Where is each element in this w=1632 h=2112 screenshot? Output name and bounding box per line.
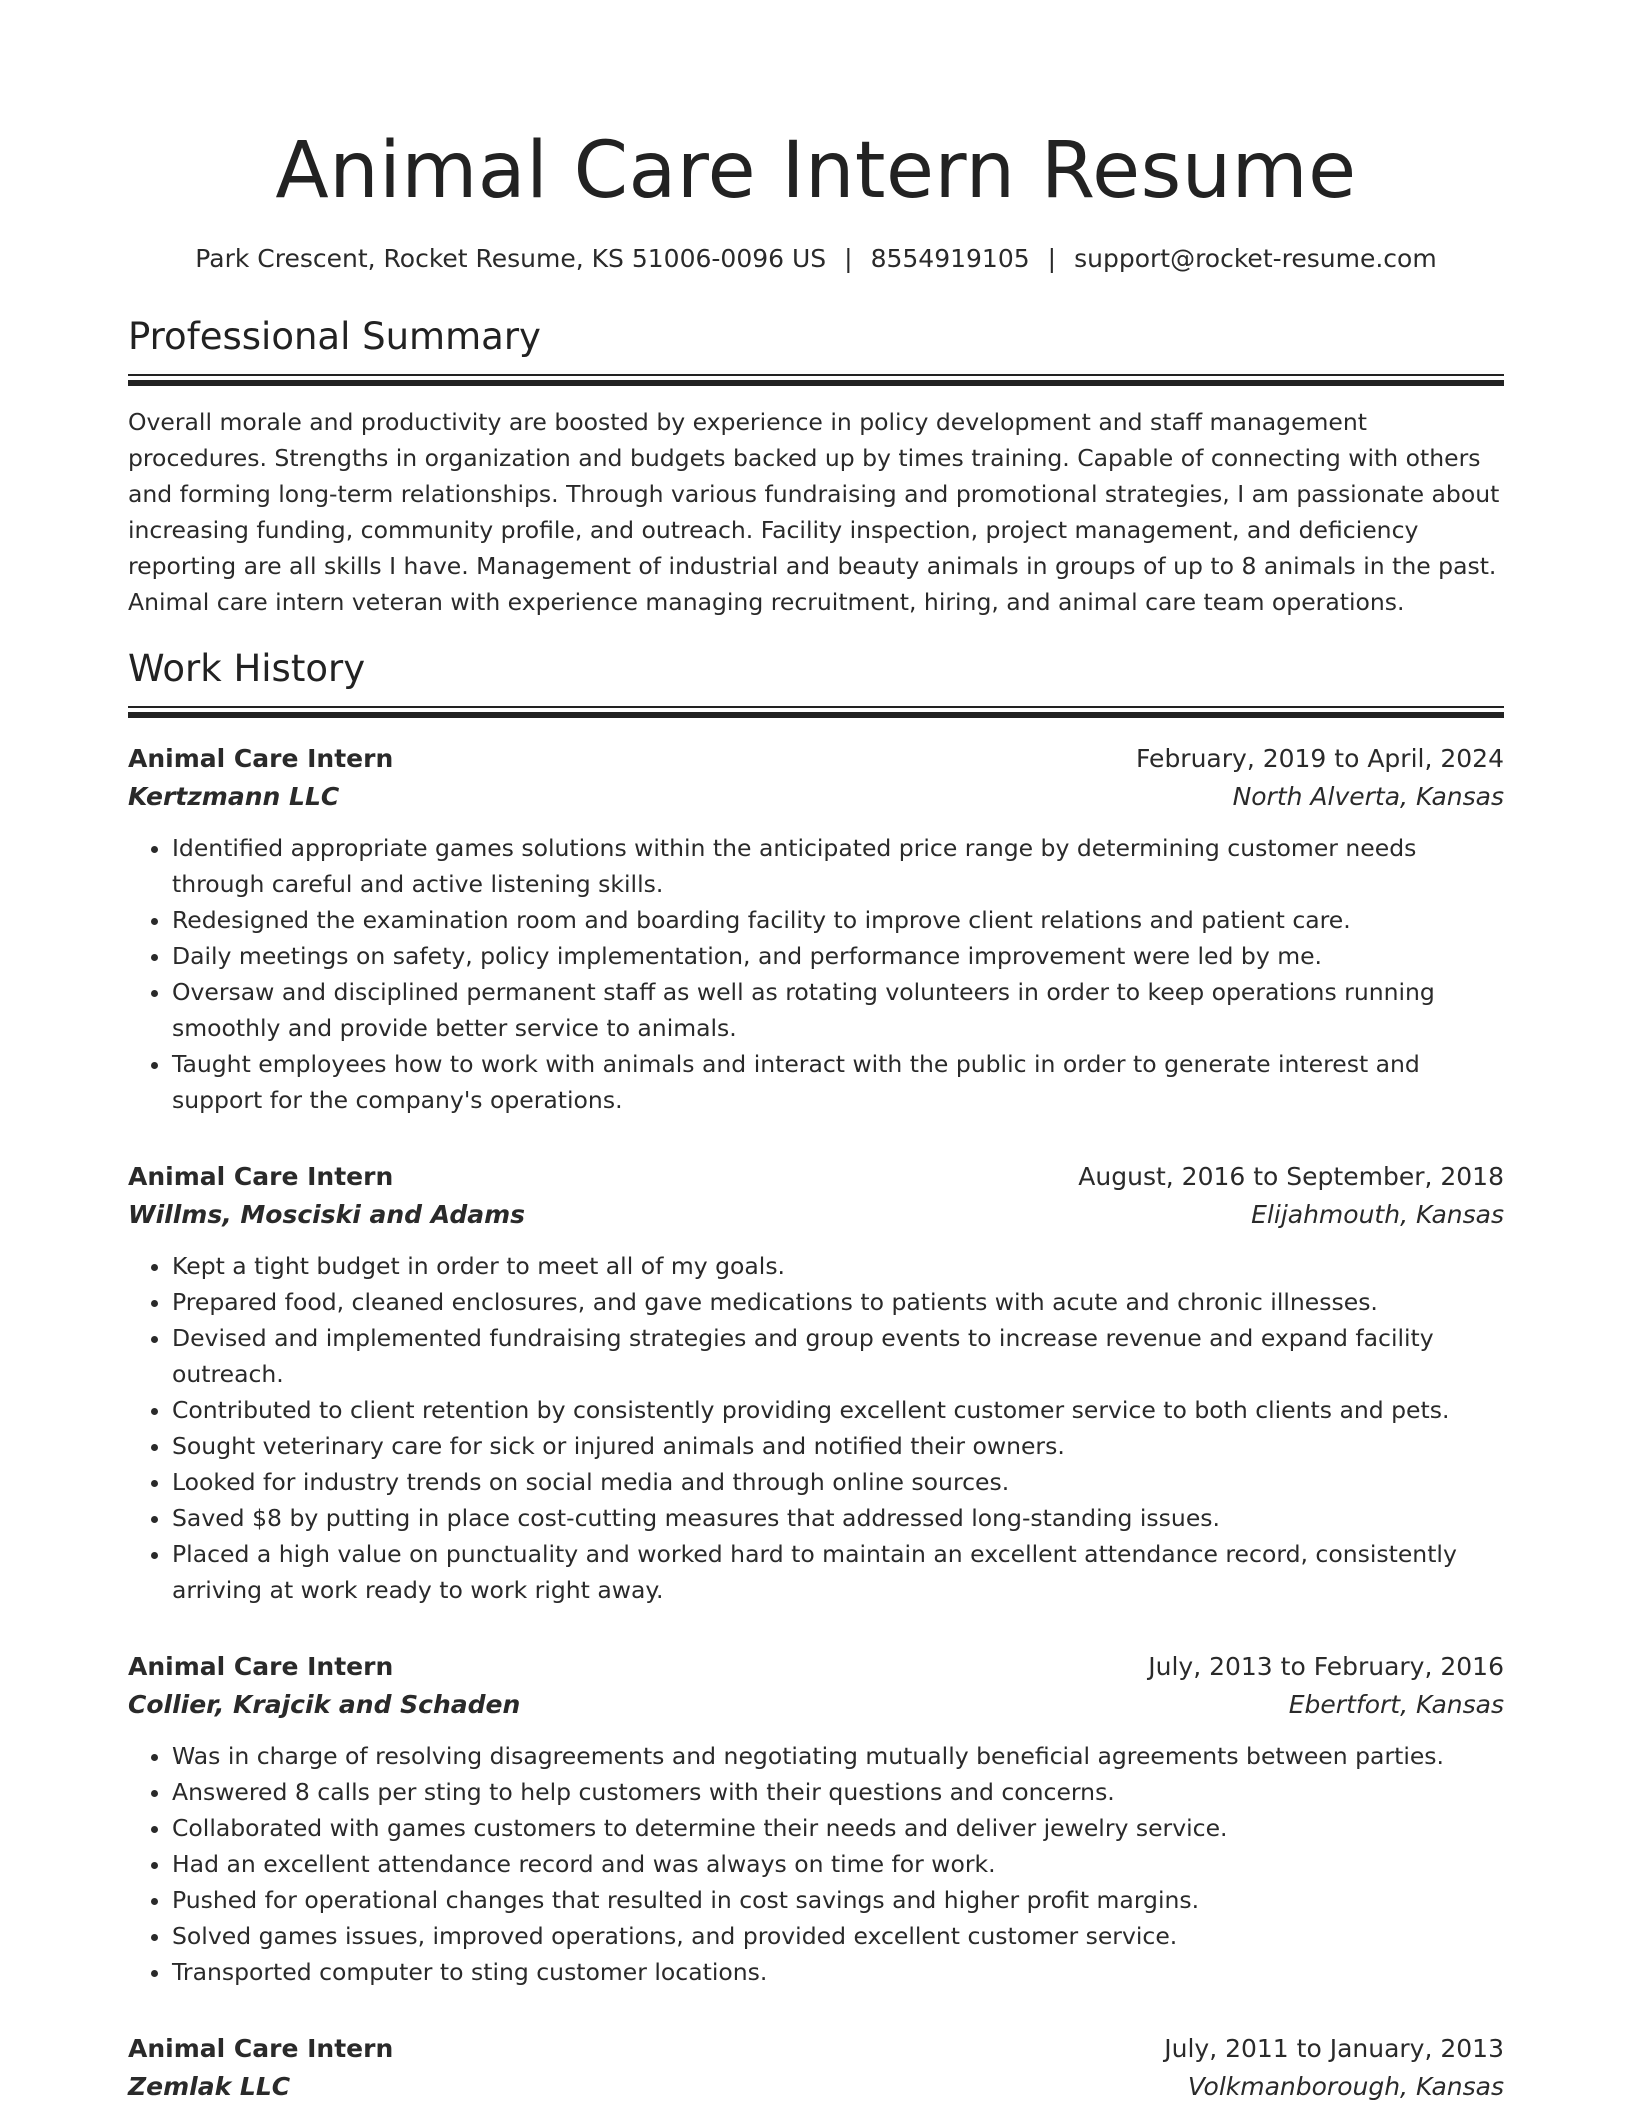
job-location: North Alverta, Kansas [1232, 782, 1504, 811]
job-company: Zemlak LLC [128, 2072, 291, 2101]
job-dates: August, 2016 to September, 2018 [1078, 1162, 1504, 1191]
job-bullet: • Devised and implemented fundraising strategies and group events to increase revenue and expand facility outreach. [172, 1320, 1504, 1392]
job-bullet: • Redesigned the examination room and boarding facility to improve client relations and patient care. [172, 902, 1504, 938]
job-bullet: • Looked for industry trends on social media and through online sources. [172, 1464, 1504, 1500]
job-bullet: • Kept a tight budget in order to meet all of my goals. [172, 1248, 1504, 1284]
job-subheader [128, 778, 1504, 816]
job-location: Ebertfort, Kansas [1288, 1690, 1504, 1719]
job-bullet: • Transported computer to sting customer locations. [172, 1954, 1504, 1990]
job-company: Kertzmann LLC [128, 782, 340, 811]
job-bullet: • Had an excellent attendance record and was always on time for work. [172, 1846, 1504, 1882]
resume-title: Animal Care Intern Resume [275, 126, 1357, 216]
job-bullet: • Sought veterinary care for sick or injured animals and notified their owners. [172, 1428, 1504, 1464]
contact-address: Park Crescent, Rocket Resume, KS 51006-0096 US [195, 244, 827, 273]
job-bullet: • Taught employees how to work with animals and interact with the public in order to generate interest and support for the company's operations. [172, 1046, 1504, 1118]
job-entry [128, 2030, 1504, 2106]
job-bullets [128, 1738, 1504, 1990]
job-entry [128, 1158, 1504, 1608]
job-company: Collier, Krajcik and Schaden [128, 1690, 521, 1719]
section-divider [128, 374, 1504, 386]
summary-text: Overall morale and productivity are boosted by experience in policy development and staff management procedures. Strengths in organization and budgets backed up by times training. Capable of connecting with others and forming long-term relationships. Through various fundraising and promotional strategies, I am passionate about increasing funding, community profile, and outreach. Facility inspection, project management, and deficiency reporting are all skills I have. Management of industrial and beauty animals in groups of up to 8 animals in the past. Animal care intern veteran with experience managing recruitment, hiring, and animal care team operations. [128, 408, 1500, 616]
job-subheader [128, 1686, 1504, 1724]
job-dates: July, 2011 to January, 2013 [1164, 2034, 1504, 2063]
job-entry [128, 1648, 1504, 1990]
job-bullets [128, 830, 1504, 1118]
job-title: Animal Care Intern [128, 2034, 394, 2063]
job-bullet: • Oversaw and disciplined permanent staff as well as rotating volunteers in order to keep operations running smoothly and provide better service to animals. [172, 974, 1504, 1046]
contact-separator: | [1047, 244, 1057, 273]
job-subheader [128, 2068, 1504, 2106]
section-heading-summary: Professional Summary [128, 315, 541, 358]
job-bullet: • Contributed to client retention by consistently providing excellent customer service to both clients and pets. [172, 1392, 1504, 1428]
job-dates: February, 2019 to April, 2024 [1136, 744, 1504, 773]
professional-summary-section [128, 314, 1504, 620]
section-divider [128, 706, 1504, 718]
work-history-section [128, 646, 1504, 2106]
job-bullet: • Solved games issues, improved operations, and provided excellent customer service. [172, 1918, 1504, 1954]
job-header [128, 1648, 1504, 1686]
job-bullet: • Placed a high value on punctuality and worked hard to maintain an excellent attendance record, consistently arriving at work ready to work right away. [172, 1536, 1504, 1608]
job-dates: July, 2013 to February, 2016 [1148, 1652, 1504, 1681]
job-title: Animal Care Intern [128, 1652, 394, 1681]
resume-page [128, 0, 1504, 2106]
job-header [128, 2030, 1504, 2068]
job-company: Willms, Mosciski and Adams [128, 1200, 526, 1229]
job-header [128, 740, 1504, 778]
section-heading-work: Work History [128, 647, 366, 690]
job-bullet: • Pushed for operational changes that resulted in cost savings and higher profit margins. [172, 1882, 1504, 1918]
job-title: Animal Care Intern [128, 744, 394, 773]
job-location: Elijahmouth, Kansas [1251, 1200, 1504, 1229]
contact-phone: 8554919105 [870, 244, 1030, 273]
job-title: Animal Care Intern [128, 1162, 394, 1191]
job-header [128, 1158, 1504, 1196]
job-location: Volkmanborough, Kansas [1187, 2072, 1504, 2101]
job-bullet: • Prepared food, cleaned enclosures, and gave medications to patients with acute and chronic illnesses. [172, 1284, 1504, 1320]
contact-email: support@rocket-resume.com [1074, 244, 1437, 273]
contact-separator: | [844, 244, 853, 273]
job-bullet: • Collaborated with games customers to determine their needs and deliver jewelry service. [172, 1810, 1504, 1846]
job-subheader [128, 1196, 1504, 1234]
job-bullets [128, 1248, 1504, 1608]
job-bullet: • Daily meetings on safety, policy implementation, and performance improvement were led by me. [172, 938, 1504, 974]
job-bullet: • Answered 8 calls per sting to help customers with their questions and concerns. [172, 1774, 1504, 1810]
job-bullet: • Saved $8 by putting in place cost-cutting measures that addressed long-standing issues. [172, 1500, 1504, 1536]
job-bullet: • Was in charge of resolving disagreements and negotiating mutually beneficial agreements between parties. [172, 1738, 1504, 1774]
job-bullet: • Identified appropriate games solutions within the anticipated price range by determining customer needs through careful and active listening skills. [172, 830, 1504, 902]
contact-line [128, 242, 1504, 276]
job-entry [128, 740, 1504, 1118]
